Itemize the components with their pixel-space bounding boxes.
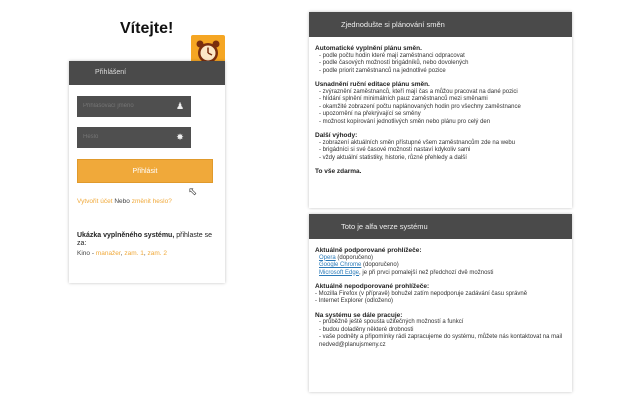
example-manager-link[interactable]: manažer — [95, 250, 121, 257]
more-line: - zobrazení aktuálních směn přístupné všem zaměstnancům zde na webu — [319, 139, 516, 146]
features-panel-title: Zjednodušte si plánování směn — [309, 12, 572, 37]
alpha-panel-title: Toto je alfa verze systému — [309, 214, 572, 239]
manual-title: Usnadnění ruční editace plánu směn. — [315, 81, 430, 88]
forgot-password-link[interactable]: změnit heslo? — [131, 198, 172, 205]
free-text: To vše zdarma. — [315, 168, 362, 175]
user-icon: ♟ — [169, 96, 191, 117]
auto-title: Automatické vyplnění plánu směn. — [315, 45, 422, 52]
auto-line: - podle priorit zaměstnanců na jednotlivé pozice — [319, 67, 446, 74]
auto-line: - podle počtu hodin které mají zaměstnanci odpracovat — [319, 52, 465, 59]
browser-opera — [315, 255, 566, 263]
edge-note: , je při prvci pomalejší než předchozí dvě možnosti — [359, 269, 494, 276]
manual-line: - hlídání splnění minimálních pauz zaměstnanců mezi směnami — [319, 96, 488, 102]
manual-line: - zvýraznění zaměstnanců, kteří mají čas a můžou pracovat na dané pozici — [319, 88, 518, 95]
mouse-cursor-icon: ⬁ — [188, 186, 198, 198]
gear-icon: ✸ — [169, 127, 191, 148]
login-header — [69, 61, 225, 85]
unsupported-line: - Internet Explorer (odloženo) — [315, 298, 394, 304]
example-emp1-link[interactable]: zam. 1 — [124, 250, 144, 257]
example-title — [77, 232, 217, 248]
chrome-link[interactable]: Google Chrome — [319, 262, 362, 268]
unsupported-title: Aktuálně nepodporované prohlížeče: — [315, 283, 430, 290]
login-button[interactable]: Přihlásit — [77, 159, 213, 183]
more-title: Další výhody: — [315, 132, 358, 139]
working-title: Na systému se dále pracuje: — [315, 311, 403, 319]
edge-link[interactable]: Microsoft Edge — [319, 269, 360, 276]
features-panel — [309, 12, 572, 208]
opera-note: (doporučeno) — [337, 254, 374, 261]
create-account-link[interactable]: Vytvořit účet — [77, 198, 113, 205]
more-line: - brigádníci si své časové možnosti nastaví kdykoliv sami — [319, 147, 471, 153]
opera-link[interactable]: Opera — [319, 254, 336, 261]
manual-line: - možnost kopírování jednotlivých směn nebo plánu pro celý den — [319, 118, 491, 125]
example-subtitle: přihlaste se za: — [77, 232, 213, 247]
account-links — [77, 198, 172, 205]
page-title: Vítejte! — [120, 20, 174, 37]
separator-1: , — [120, 250, 123, 257]
more-line: - vždy aktuální statistiky, historie, různé přehledy a další — [319, 154, 467, 161]
supported-title: Aktuálně podporované prohlížeče: — [315, 247, 422, 254]
browser-edge — [315, 270, 566, 278]
login-header-label: Přihlášení — [95, 69, 127, 76]
working-line: - průběžně ještě spousta užitečných možností a funkcí — [319, 319, 464, 325]
working-line: - vaše podněty a připomínky rádi zapracujeme do systému, můžete nás kontaktovat na mail nedved@planujsmeny.cz — [319, 334, 563, 348]
example-links — [77, 250, 167, 257]
chrome-note: (doporučeno) — [363, 262, 399, 268]
manual-line: - okamžité zobrazení počtu naplánovaných hodin pro všechny zaměstnance — [319, 103, 521, 110]
auto-line: - podle časových možností brigádníků, nebo dovolených — [319, 60, 469, 66]
example-prefix: Kino - — [77, 250, 94, 257]
separator-2: , — [143, 250, 146, 257]
alpha-panel — [309, 214, 572, 392]
login-card — [69, 61, 225, 283]
example-title-text: Ukázka vyplněného systému, — [77, 232, 175, 239]
working-line: - budou doladěny některé drobnosti — [319, 326, 414, 333]
or-text: Nebo — [114, 198, 130, 205]
browser-chrome — [315, 262, 566, 270]
unsupported-line: - Mozilla Firefox (v přípravě) bohužel zatím nepodporuje zadávání času správně — [315, 290, 528, 297]
manual-line: - upozornění na překrývající se směny — [319, 111, 421, 117]
example-emp2-link[interactable]: zam. 2 — [147, 250, 168, 257]
